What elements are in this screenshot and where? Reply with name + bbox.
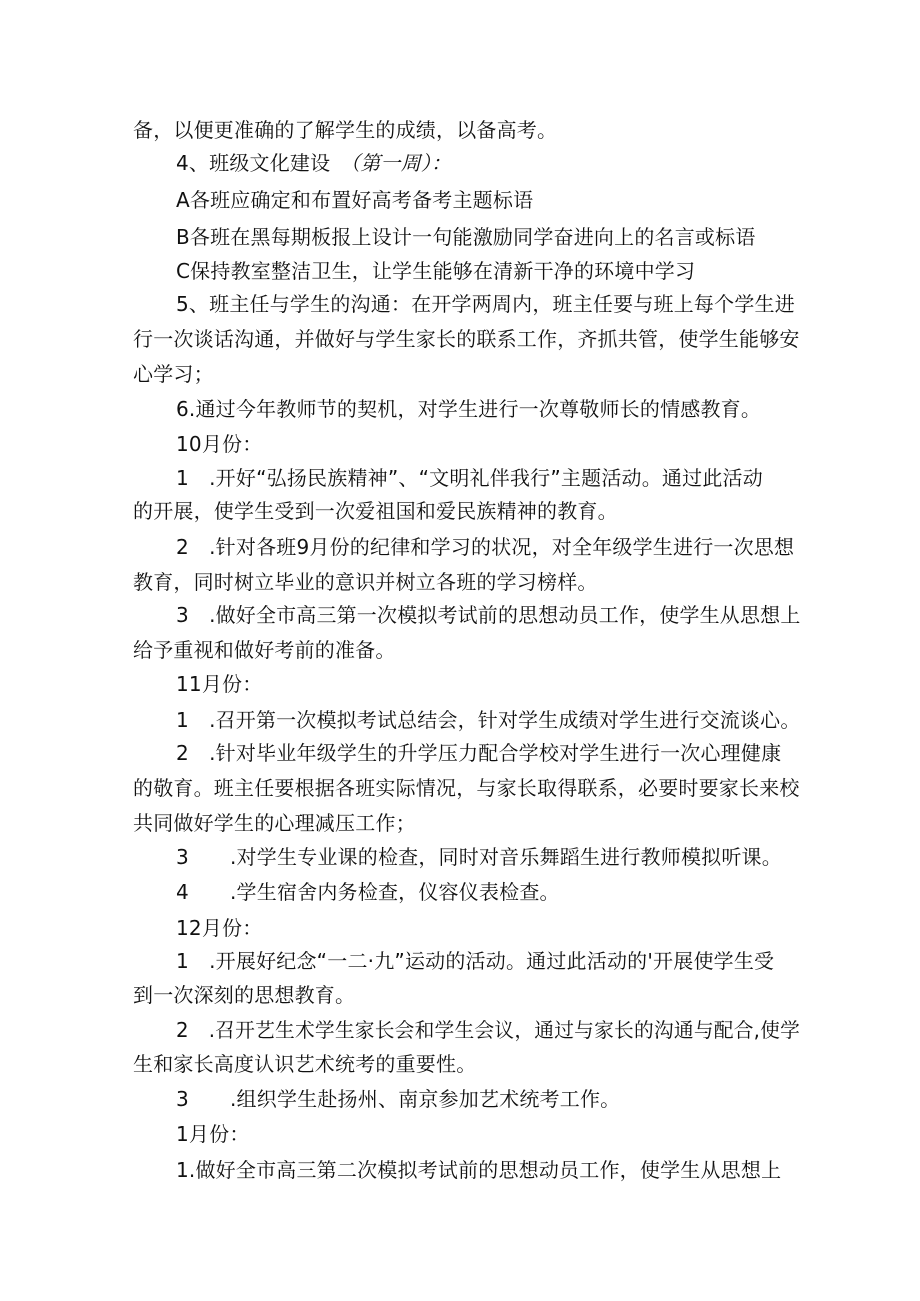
- text-line: 备，以便更准确的了解学生的成绩，以备高考。: [133, 118, 558, 142]
- text-line: 1 .召开第一次模拟考试总结会，针对学生成绩对学生进行交流谈心。: [176, 708, 801, 732]
- text-line: 行一次谈话沟通，并做好与学生家长的联系工作，齐抓共管，使学生能够安: [133, 327, 800, 351]
- month-heading: 1月份：: [176, 1122, 250, 1146]
- text-line: 教育，同时树立毕业的意识并树立各班的学习榜样。: [133, 570, 598, 594]
- section-heading-note: （第一周）：: [340, 151, 452, 175]
- list-item: B各班在黑每期板报上设计一句能激励同学奋进向上的名言或标语: [176, 225, 756, 249]
- list-number: 4: [176, 880, 189, 904]
- text-line: 心学习；: [133, 362, 214, 386]
- text-line: .对学生专业课的检查，同时对音乐舞蹈生进行教师模拟听课。: [230, 845, 782, 869]
- text-line: 2 .召开艺生术学生家长会和学生会议，通过与家长的沟通与配合,使学: [176, 1018, 801, 1042]
- text-line: .组织学生赴扬州、南京参加艺术统考工作。: [230, 1087, 621, 1111]
- month-heading: 10月份：: [176, 432, 263, 456]
- text-line: 6.通过今年教师节的契机，对学生进行一次尊敬师长的情感教育。: [176, 397, 762, 421]
- list-item: A各班应确定和布置好高考备考主题标语: [176, 188, 534, 212]
- text-line: 生和家长高度认识艺术统考的重要性。: [133, 1052, 477, 1076]
- text-line: .学生宿舍内务检查，仪容仪表检查。: [230, 880, 560, 904]
- text-line: 1.做好全市高三第二次模拟考试前的思想动员工作，使学生从思想上: [176, 1158, 782, 1182]
- list-number: 3: [176, 1087, 189, 1111]
- section-heading: 4、班级文化建设: [176, 151, 331, 175]
- month-heading: 11月份：: [176, 672, 263, 696]
- list-item: C保持教室整洁卫生，让学生能够在清新干净的环境中学习: [176, 259, 696, 283]
- text-line: 2 .针对各班9月份的纪律和学习的状况，对全年级学生进行一次思想: [176, 535, 795, 559]
- text-line: 5、班主任与学生的沟通：在开学两周内，班主任要与班上每个学生进: [176, 292, 795, 316]
- text-line: 给予重视和做好考前的准备。: [133, 638, 396, 662]
- text-line: 3 .做好全市高三第一次模拟考试前的思想动员工作，使学生从思想上: [176, 603, 801, 627]
- month-heading: 12月份：: [176, 916, 263, 940]
- list-number: 3: [176, 845, 189, 869]
- text-line: 1 .开展好纪念“一二·九”运动的活动。通过此活动的'开展使学生受: [176, 949, 775, 973]
- text-line: 的敬育。班主任要根据各班实际情况，与家长取得联系，必要时要家长来校: [133, 776, 800, 800]
- text-line: 的开展，使学生受到一次爱祖国和爱民族精神的教育。: [133, 499, 618, 523]
- text-line: 到一次深刻的思想教育。: [133, 983, 356, 1007]
- text-line: 1 .开好“弘扬民族精神”、“文明礼伴我行”主题活动。通过此活动: [176, 466, 763, 490]
- text-line: 2 .针对毕业年级学生的升学压力配合学校对学生进行一次心理健康: [176, 741, 782, 765]
- text-line: 共同做好学生的心理减压工作；: [133, 811, 416, 835]
